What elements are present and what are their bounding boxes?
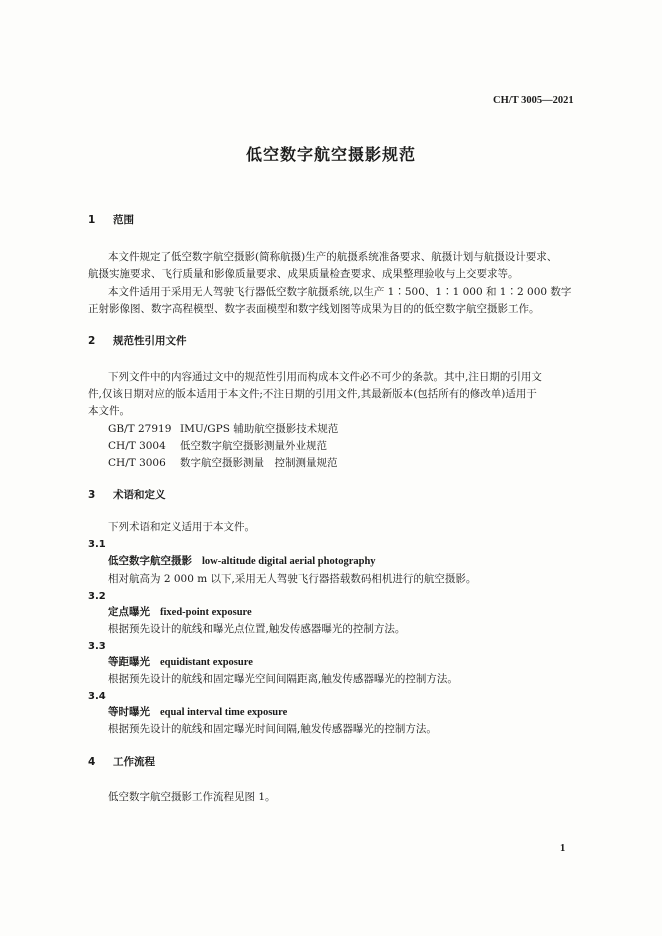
term-number: 3.4: [88, 691, 106, 702]
reference-item: [108, 455, 338, 472]
section-2-paragraph-line-2: 件,仅该日期对应的版本适用于本文件;不注日期的引用文件,其最新版本(包括所有的修改单)适用于: [88, 388, 537, 400]
term-english: fixed-point exposure: [160, 607, 252, 618]
term-heading: [108, 604, 252, 621]
term-definition: 根据预先设计的航线和固定曝光时间间隔,触发传感器曝光的控制方法。: [108, 723, 437, 735]
section-number: 1: [88, 214, 96, 226]
section-1-heading: [88, 212, 134, 229]
term-definition: 根据预先设计的航线和曝光点位置,触发传感器曝光的控制方法。: [108, 623, 406, 635]
term-heading: [108, 704, 287, 721]
section-title: 规范性引用文件: [113, 335, 187, 347]
section-1-paragraph-2-line-1: 本文件适用于采用无人驾驶飞行器低空数字航摄系统,以生产 1∶500、1∶1 000 和 1∶2 000 数字: [108, 286, 572, 298]
section-4-paragraph: 低空数字航空摄影工作流程见图 1。: [108, 791, 276, 803]
term-definition: 根据预先设计的航线和固定曝光空间间隔距离,触发传感器曝光的控制方法。: [108, 673, 458, 685]
section-2-heading: [88, 333, 187, 350]
section-2-paragraph-line-1: 下列文件中的内容通过文中的规范性引用而构成本文件必不可少的条款。其中,注日期的引用文: [108, 371, 542, 383]
reference-title: IMU/GPS 辅助航空摄影技术规范: [180, 423, 339, 435]
page-title: 低空数字航空摄影规范: [245, 145, 416, 164]
reference-code: CH/T 3004: [108, 440, 166, 452]
section-title: 范围: [113, 214, 134, 226]
section-number: 4: [88, 756, 96, 768]
term-english: equal interval time exposure: [160, 707, 288, 718]
section-1-paragraph-2-line-2: 正射影像图、数字高程模型、数字表面模型和数字线划图等成果为目的的低空数字航空摄影工作。: [88, 303, 540, 315]
reference-title: 数字航空摄影测量 控制测量规范: [180, 457, 338, 469]
section-title: 术语和定义: [113, 489, 166, 501]
term-number: 3.3: [88, 641, 106, 652]
document-code: CH/T 3005—2021: [493, 95, 574, 106]
reference-item: [108, 438, 327, 455]
section-2-paragraph-line-3: 本文件。: [88, 405, 130, 417]
section-number: 3: [88, 489, 96, 501]
section-number: 2: [88, 335, 96, 347]
term-heading: [108, 553, 376, 570]
term-english: equidistant exposure: [160, 657, 253, 668]
section-1-paragraph-1-line-2: 航摄实施要求、飞行质量和影像质量要求、成果质量检查要求、成果整理验收与上交要求等。: [88, 268, 519, 280]
term-chinese: 等距曝光: [108, 656, 150, 668]
term-chinese: 低空数字航空摄影: [108, 555, 192, 567]
term-definition: 相对航高为 2 000 m 以下,采用无人驾驶飞行器搭载数码相机进行的航空摄影。: [108, 573, 477, 585]
section-title: 工作流程: [113, 756, 155, 768]
section-4-heading: [88, 754, 155, 771]
term-number: 3.1: [88, 539, 106, 550]
reference-code: CH/T 3006: [108, 457, 166, 469]
term-heading: [108, 654, 253, 671]
term-chinese: 等时曝光: [108, 706, 150, 718]
section-3-heading: [88, 487, 166, 504]
term-english: low-altitude digital aerial photography: [202, 556, 376, 567]
reference-title: 低空数字航空摄影测量外业规范: [180, 440, 327, 452]
term-chinese: 定点曝光: [108, 606, 150, 618]
term-number: 3.2: [88, 591, 106, 602]
reference-item: [108, 421, 338, 438]
section-1-paragraph-1-line-1: 本文件规定了低空数字航空摄影(简称航摄)生产的航摄系统准备要求、航摄计划与航摄设计要求、: [108, 251, 558, 263]
page-number: 1: [560, 843, 566, 854]
section-3-intro: 下列术语和定义适用于本文件。: [108, 521, 255, 533]
reference-code: GB/T 27919: [108, 423, 172, 435]
